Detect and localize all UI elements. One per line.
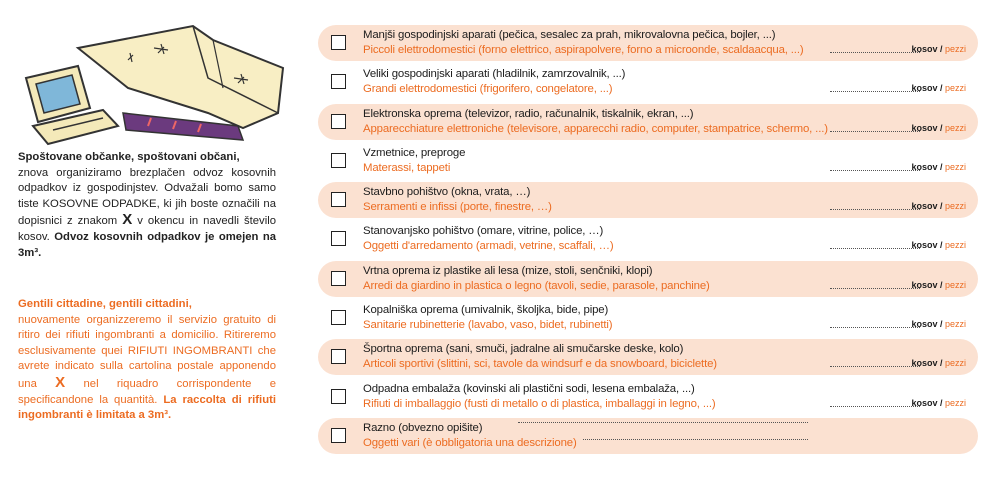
item-label-slovene: Kopalniška oprema (umivalnik, školjka, bide, pipe): [363, 304, 609, 317]
item-label-slovene: Športna oprema (sani, smuči, jadralne ali smučarske deske, kolo): [363, 343, 684, 356]
unit-label: [911, 358, 966, 368]
unit-separator: /: [937, 279, 945, 290]
slovene-body-2: v okencu in navedli število kosov.: [18, 215, 277, 243]
list-item: [318, 339, 978, 375]
unit-separator: /: [937, 358, 945, 369]
list-item: [318, 182, 978, 218]
unit-separator: /: [937, 201, 945, 212]
item-label: [363, 107, 868, 137]
item-checkbox[interactable]: [331, 389, 346, 404]
unit-label: [911, 240, 966, 250]
item-checkbox[interactable]: [331, 35, 346, 50]
unit-slovene: kosov: [911, 397, 938, 408]
item-checkbox[interactable]: [331, 349, 346, 364]
item-label-italian: Sanitarie rubinetterie (lavabo, vaso, bidet, rubinetti): [363, 319, 613, 332]
item-label: [363, 146, 868, 176]
list-item: [318, 143, 978, 179]
bulky-waste-illustration: [8, 18, 293, 146]
list-item: [318, 64, 978, 100]
quantity-field[interactable]: [830, 360, 920, 367]
slovene-limit: Odvoz kosovnih odpadkov je omejen na 3m³.: [18, 230, 277, 259]
unit-slovene: kosov: [911, 319, 938, 330]
left-column: [0, 0, 300, 477]
unit-slovene: kosov: [911, 83, 938, 94]
unit-separator: /: [937, 122, 945, 133]
item-checkbox[interactable]: [331, 231, 346, 246]
unit-label: [911, 162, 966, 172]
item-label-italian: Grandi elettrodomestici (frigorifero, congelatore, ...): [363, 83, 613, 96]
list-item: [318, 379, 978, 415]
slovene-x-mark: X: [122, 211, 133, 229]
item-label: [363, 303, 868, 333]
item-label-slovene: Stavbno pohištvo (okna, vrata, …): [363, 186, 531, 199]
list-item: [318, 104, 978, 140]
item-label-slovene: Vrtna oprema iz plastike ali lesa (mize, stoli, senčniki, klopi): [363, 264, 653, 277]
unit-slovene: kosov: [911, 279, 938, 290]
unit-label: [911, 398, 966, 408]
slovene-notice: [18, 150, 276, 261]
item-label-slovene: Vzmetnice, preproge: [363, 146, 466, 159]
italian-body-1: nuovamente organizzeremo il servizio gratuito di ritiro dei rifiuti ingombranti a domicilio. Ritireremo esclusivamente quei RIFIUTI INGOMBRANTI che avrete indicato sulla cartolina postale apponendo una: [18, 313, 276, 390]
item-checkbox[interactable]: [331, 192, 346, 207]
italian-greeting: Gentili cittadine, gentili cittadini,: [18, 298, 192, 310]
unit-italian: pezzi: [944, 397, 966, 408]
italian-notice: [18, 297, 276, 424]
unit-separator: /: [937, 83, 945, 94]
item-label: [363, 382, 868, 412]
waste-items-list: [318, 25, 978, 457]
description-field-line-2[interactable]: [583, 439, 808, 440]
unit-label: [911, 280, 966, 290]
quantity-field[interactable]: [830, 242, 920, 249]
unit-slovene: kosov: [911, 44, 938, 54]
item-label-italian: Oggetti d'arredamento (armadi, vetrine, scaffali, …): [363, 240, 614, 253]
item-label-italian: Serramenti e infissi (porte, finestre, …): [363, 201, 552, 214]
item-label-slovene: Odpadna embalaža (kovinski ali plastični sodi, lesena embalaža, ...): [363, 382, 695, 395]
quantity-field[interactable]: [830, 85, 920, 92]
item-checkbox[interactable]: [331, 114, 346, 129]
unit-italian: pezzi: [944, 240, 966, 251]
unit-slovene: kosov: [911, 240, 938, 251]
item-checkbox[interactable]: [331, 153, 346, 168]
item-label-slovene: Elektronska oprema (televizor, radio, računalnik, tiskalnik, ekran, ...): [363, 107, 694, 120]
quantity-field[interactable]: [830, 164, 920, 171]
unit-separator: /: [937, 397, 945, 408]
item-label: [363, 264, 868, 294]
unit-label: [911, 319, 966, 329]
item-label-italian: Arredi da giardino in plastica o legno (tavoli, sedie, parasole, panchine): [363, 279, 710, 292]
unit-separator: /: [937, 319, 945, 330]
item-label-italian: Materassi, tappeti: [363, 161, 451, 174]
item-label-slovene: Veliki gospodinjski aparati (hladilnik, zamrzovalnik, ...): [363, 68, 626, 81]
unit-italian: pezzi: [944, 319, 966, 330]
slovene-body-1: znova organiziramo brezplačen odvoz kosovnih odpadkov iz gospodinjstev. Odvažali bomo samo tiste KOSOVNE ODPADKE, ki jih boste označili na dopisnici z znakom: [18, 166, 276, 228]
quantity-field[interactable]: [830, 400, 920, 407]
item-label-italian: Oggetti vari (è obbligatoria una descrizione): [363, 436, 577, 449]
list-item: [318, 418, 978, 454]
italian-x-mark: X: [55, 373, 66, 391]
quantity-field[interactable]: [830, 282, 920, 289]
list-item: [318, 300, 978, 336]
item-label-italian: Apparecchiature elettroniche (televisore, apparecchi radio, computer, stampatrice, schermo, ...): [363, 122, 828, 135]
unit-separator: /: [937, 240, 945, 251]
item-label: [363, 67, 868, 97]
item-checkbox[interactable]: [331, 271, 346, 286]
unit-label: [911, 201, 966, 211]
italian-limit: La raccolta di rifiuti ingombranti è limitata a 3m³.: [18, 393, 276, 422]
unit-label: [911, 123, 966, 133]
unit-slovene: kosov: [911, 358, 938, 369]
item-label: [363, 224, 868, 254]
item-checkbox[interactable]: [331, 310, 346, 325]
unit-label: [911, 83, 966, 93]
item-label: [363, 342, 868, 372]
item-label-italian: Rifiuti di imballaggio (fusti di metallo o di plastica, imballaggi in legno, ...): [363, 397, 716, 410]
unit-separator: /: [937, 44, 945, 54]
list-item: [318, 261, 978, 297]
item-label: [363, 185, 868, 215]
slovene-greeting: Spoštovane občanke, spoštovani občani,: [18, 151, 240, 163]
item-checkbox[interactable]: [331, 74, 346, 89]
item-label: [363, 28, 868, 58]
quantity-field[interactable]: [830, 321, 920, 328]
italian-body-2: nel riquadro corrispondente e specificandone la quantità.: [18, 377, 276, 406]
list-item: [318, 221, 978, 257]
item-label-italian: Articoli sportivi (slittini, sci, tavole da windsurf e da snowboard, biciclette): [363, 358, 717, 371]
item-label-slovene: Manjši gospodinjski aparati (pečica, sesalec za prah, mikrovalovna pečica, bojler, ...): [363, 29, 776, 41]
item-label-slovene: Razno (obvezno opišite): [363, 421, 483, 434]
unit-separator: /: [937, 161, 945, 172]
list-item: [318, 25, 978, 61]
unit-italian: pezzi: [944, 122, 966, 133]
item-label-slovene: Stanovanjsko pohištvo (omare, vitrine, police, …): [363, 225, 604, 238]
item-label: [363, 421, 868, 451]
quantity-field[interactable]: [830, 125, 920, 132]
unit-italian: pezzi: [944, 201, 966, 212]
unit-italian: pezzi: [944, 279, 966, 290]
item-label-italian: Piccoli elettrodomestici (forno elettrico, aspirapolvere, forno a microonde, scaldaacqua, ...): [363, 44, 804, 56]
description-field[interactable]: [518, 422, 808, 423]
unit-italian: pezzi: [944, 83, 966, 94]
item-checkbox[interactable]: [331, 428, 346, 443]
unit-italian: pezzi: [944, 358, 966, 369]
unit-slovene: kosov: [911, 201, 938, 212]
unit-slovene: kosov: [911, 122, 938, 133]
unit-slovene: kosov: [911, 161, 938, 172]
unit-italian: pezzi: [944, 44, 966, 54]
unit-label: [911, 44, 966, 54]
quantity-field[interactable]: [830, 203, 920, 210]
quantity-field[interactable]: [830, 46, 920, 53]
unit-italian: pezzi: [944, 161, 966, 172]
